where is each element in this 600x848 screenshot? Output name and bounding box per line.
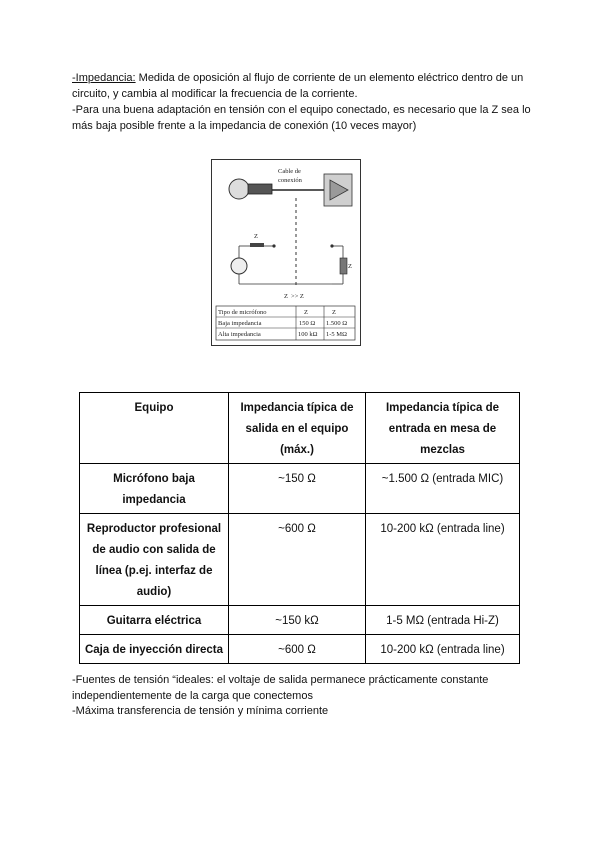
impedance-term: -Impedancia: [72, 72, 136, 84]
cable-label-1: Cable de [278, 168, 301, 175]
z-input-label: Z [348, 263, 352, 270]
source-impedance [231, 233, 264, 284]
impedance-definition [72, 70, 542, 102]
table-row [80, 635, 520, 664]
table-cell: 10-200 kΩ (entrada line) [366, 635, 520, 664]
ideal-sources-note: -Fuentes de tensión “ideales: el voltaje de salida permanece prácticamente constante independientemente de la carga que conectemos [72, 674, 489, 702]
z-source-label: Z [254, 233, 258, 240]
mini-cell: Alta impedancia [218, 331, 261, 338]
table-cell: Guitarra eléctrica [80, 606, 229, 635]
table-cell: Micrófono baja impedancia [80, 464, 229, 514]
table-cell: ~150 Ω [229, 464, 366, 514]
microphone-icon [229, 179, 272, 199]
mini-cell: 1.500 Ω [326, 320, 348, 327]
table-row [80, 514, 520, 606]
table-cell: Reproductor profesional de audio con salida de línea (p.ej. interfaz de audio) [80, 514, 229, 606]
table-row [80, 464, 520, 514]
max-transfer-note: -Máxima transferencia de tensión y mínima corriente [72, 705, 329, 717]
table-cell: ~600 Ω [229, 635, 366, 664]
cable-label-2: conexión [278, 177, 302, 184]
mini-cell: 150 Ω [299, 320, 316, 327]
mini-cell: Baja impedancia [218, 320, 262, 327]
mini-header-1: Z [304, 309, 308, 316]
amplifier-icon [324, 174, 352, 206]
diagram-svg [212, 160, 359, 344]
table-cell: ~150 kΩ [229, 606, 366, 635]
impedance-diagram [211, 159, 361, 346]
table-cell: ~600 Ω [229, 514, 366, 606]
table-cell: ~1.500 Ω (entrada MIC) [366, 464, 520, 514]
table-cell: 10-200 kΩ (entrada line) [366, 514, 520, 606]
impedance-definition-text: Medida de oposición al flujo de corriente de un elemento eléctrico dentro de un circuito, y cambia al modificar la frecuencia de la corriente. [72, 72, 524, 100]
header-output-impedance: Impedancia típica de salida en el equipo (máx.) [229, 393, 366, 464]
table-cell: Caja de inyección directa [80, 635, 229, 664]
impedance-relation: Z >> Z [284, 293, 304, 300]
mic-impedance-table [216, 306, 355, 340]
header-equipo: Equipo [80, 393, 229, 464]
table-header-row [80, 393, 520, 464]
mini-header-2: Z [332, 309, 336, 316]
impedance-table [79, 392, 520, 664]
mini-header-0: Tipo de micrófono [218, 309, 267, 316]
adaptation-note: -Para una buena adaptación en tensión con el equipo conectado, es necesario que la Z sea lo más baja posible frente a la impedancia de conexión (10 veces mayor) [72, 104, 531, 132]
header-input-impedance: Impedancia típica de entrada en mesa de mezclas [366, 393, 520, 464]
input-impedance [332, 246, 352, 284]
mini-cell: 1-5 MΩ [326, 331, 347, 338]
source-generator-icon [231, 258, 247, 274]
mini-cell: 100 kΩ [298, 331, 318, 338]
table-row [80, 606, 520, 635]
table-cell: 1-5 MΩ (entrada Hi-Z) [366, 606, 520, 635]
